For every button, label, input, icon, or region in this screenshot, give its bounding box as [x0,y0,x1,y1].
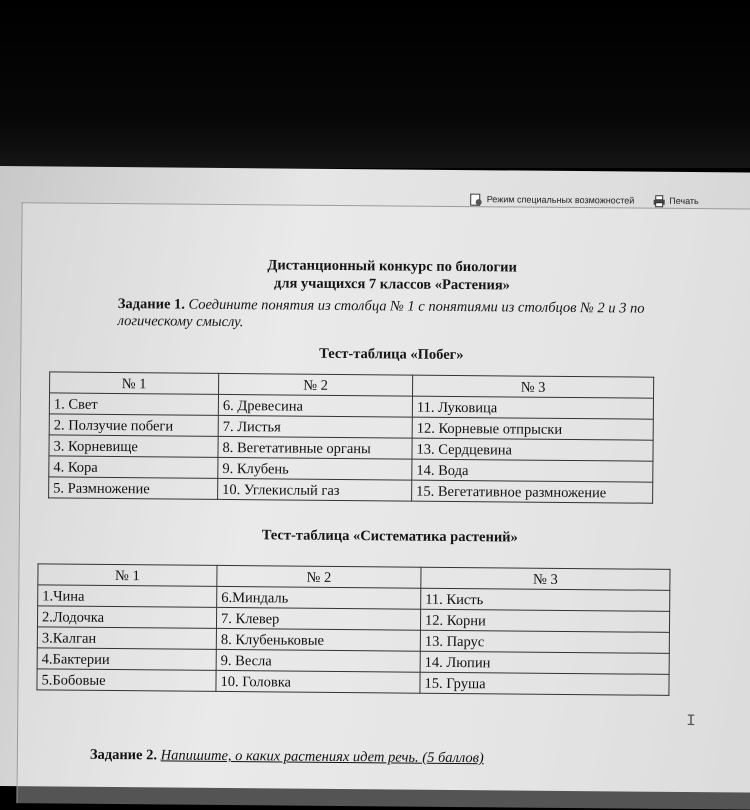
table-row [49,477,653,503]
table-cell: 7. Клевер [216,607,420,630]
table-cell: 2. Ползучие побеги [49,414,218,436]
table-header-cell: № 1 [50,372,219,394]
table-cell: 3.Калган [37,627,216,650]
printer-icon [652,194,665,207]
table-cell: 15. Груша [420,672,669,695]
table-pobeg [48,371,654,503]
table-cell: 2.Лодочка [37,606,216,629]
print-label: Печать [669,195,699,207]
table-cell: 8. Вегетативные органы [218,436,412,459]
document-page [16,202,750,809]
table-cell: 13. Парус [420,630,669,653]
print-button[interactable] [652,194,699,207]
table-cell: 5.Бобовые [37,669,216,692]
table-cell: 15. Вегетативное размножение [412,480,653,503]
accessibility-mode-label: Режим специальных возможностей [486,194,635,206]
table-cell: 7. Листья [218,415,412,438]
dark-background [0,0,750,168]
table-cell: 5. Размножение [49,477,218,499]
table2-title: Тест-таблица «Систематика растений» [261,527,518,546]
document-title-line1: Дистанционный конкурс по биологии [267,257,517,276]
table-cell: 9. Весла [216,649,420,672]
task1-text: Соедините понятия из столбца № 1 с понятиями из столбцов № 2 и 3 по логическому смыслу. [117,296,645,331]
table-cell: 1. Свет [49,393,218,415]
table-cell: 4.Бактерии [37,648,216,671]
text-cursor-icon: I [686,712,696,731]
table-header-cell: № 3 [421,567,670,590]
document-title-line2: для учащихся 7 классов «Растения» [273,275,511,294]
table-cell: 11. Луковица [412,396,653,419]
table-header-cell: № 3 [413,375,654,398]
table-cell: 10. Углекислый газ [218,478,412,501]
table-cell: 4. Кора [49,456,218,478]
table-cell: 12. Корни [420,609,669,632]
table-cell: 9. Клубень [218,457,412,480]
table-cell: 10. Головка [216,670,420,693]
task1-label: Задание 1. [117,296,186,313]
table-header-cell: № 2 [219,373,413,396]
table-cell: 11. Кисть [421,588,670,611]
table-cell: 12. Корневые отпрыски [412,417,653,440]
table-cell: 14. Вода [412,459,653,482]
table-cell: 14. Люпин [420,651,669,674]
table-cell: 8. Клубеньковые [216,628,420,651]
table-cell: 1.Чина [38,585,217,608]
table-cell: 13. Сердцевина [412,438,653,461]
task2-label: Задание 2. [89,746,158,764]
task1-paragraph [118,296,698,335]
table1-title: Тест-таблица «Побег» [319,345,464,364]
table-header-cell: № 1 [38,564,217,587]
table-cell: 6.Миндаль [217,586,421,609]
monitor-screen [0,166,750,793]
table-cell: 3. Корневище [49,435,218,457]
table-sistematika [36,563,670,696]
task2-text: Напишите, о каких растениях идет речь. (5 баллов) [160,747,484,767]
accessibility-icon [470,193,483,206]
table-cell: 6. Древесина [218,394,412,417]
accessibility-mode-button[interactable] [470,193,635,207]
table-row [37,669,669,696]
table-header-cell: № 2 [217,565,421,588]
